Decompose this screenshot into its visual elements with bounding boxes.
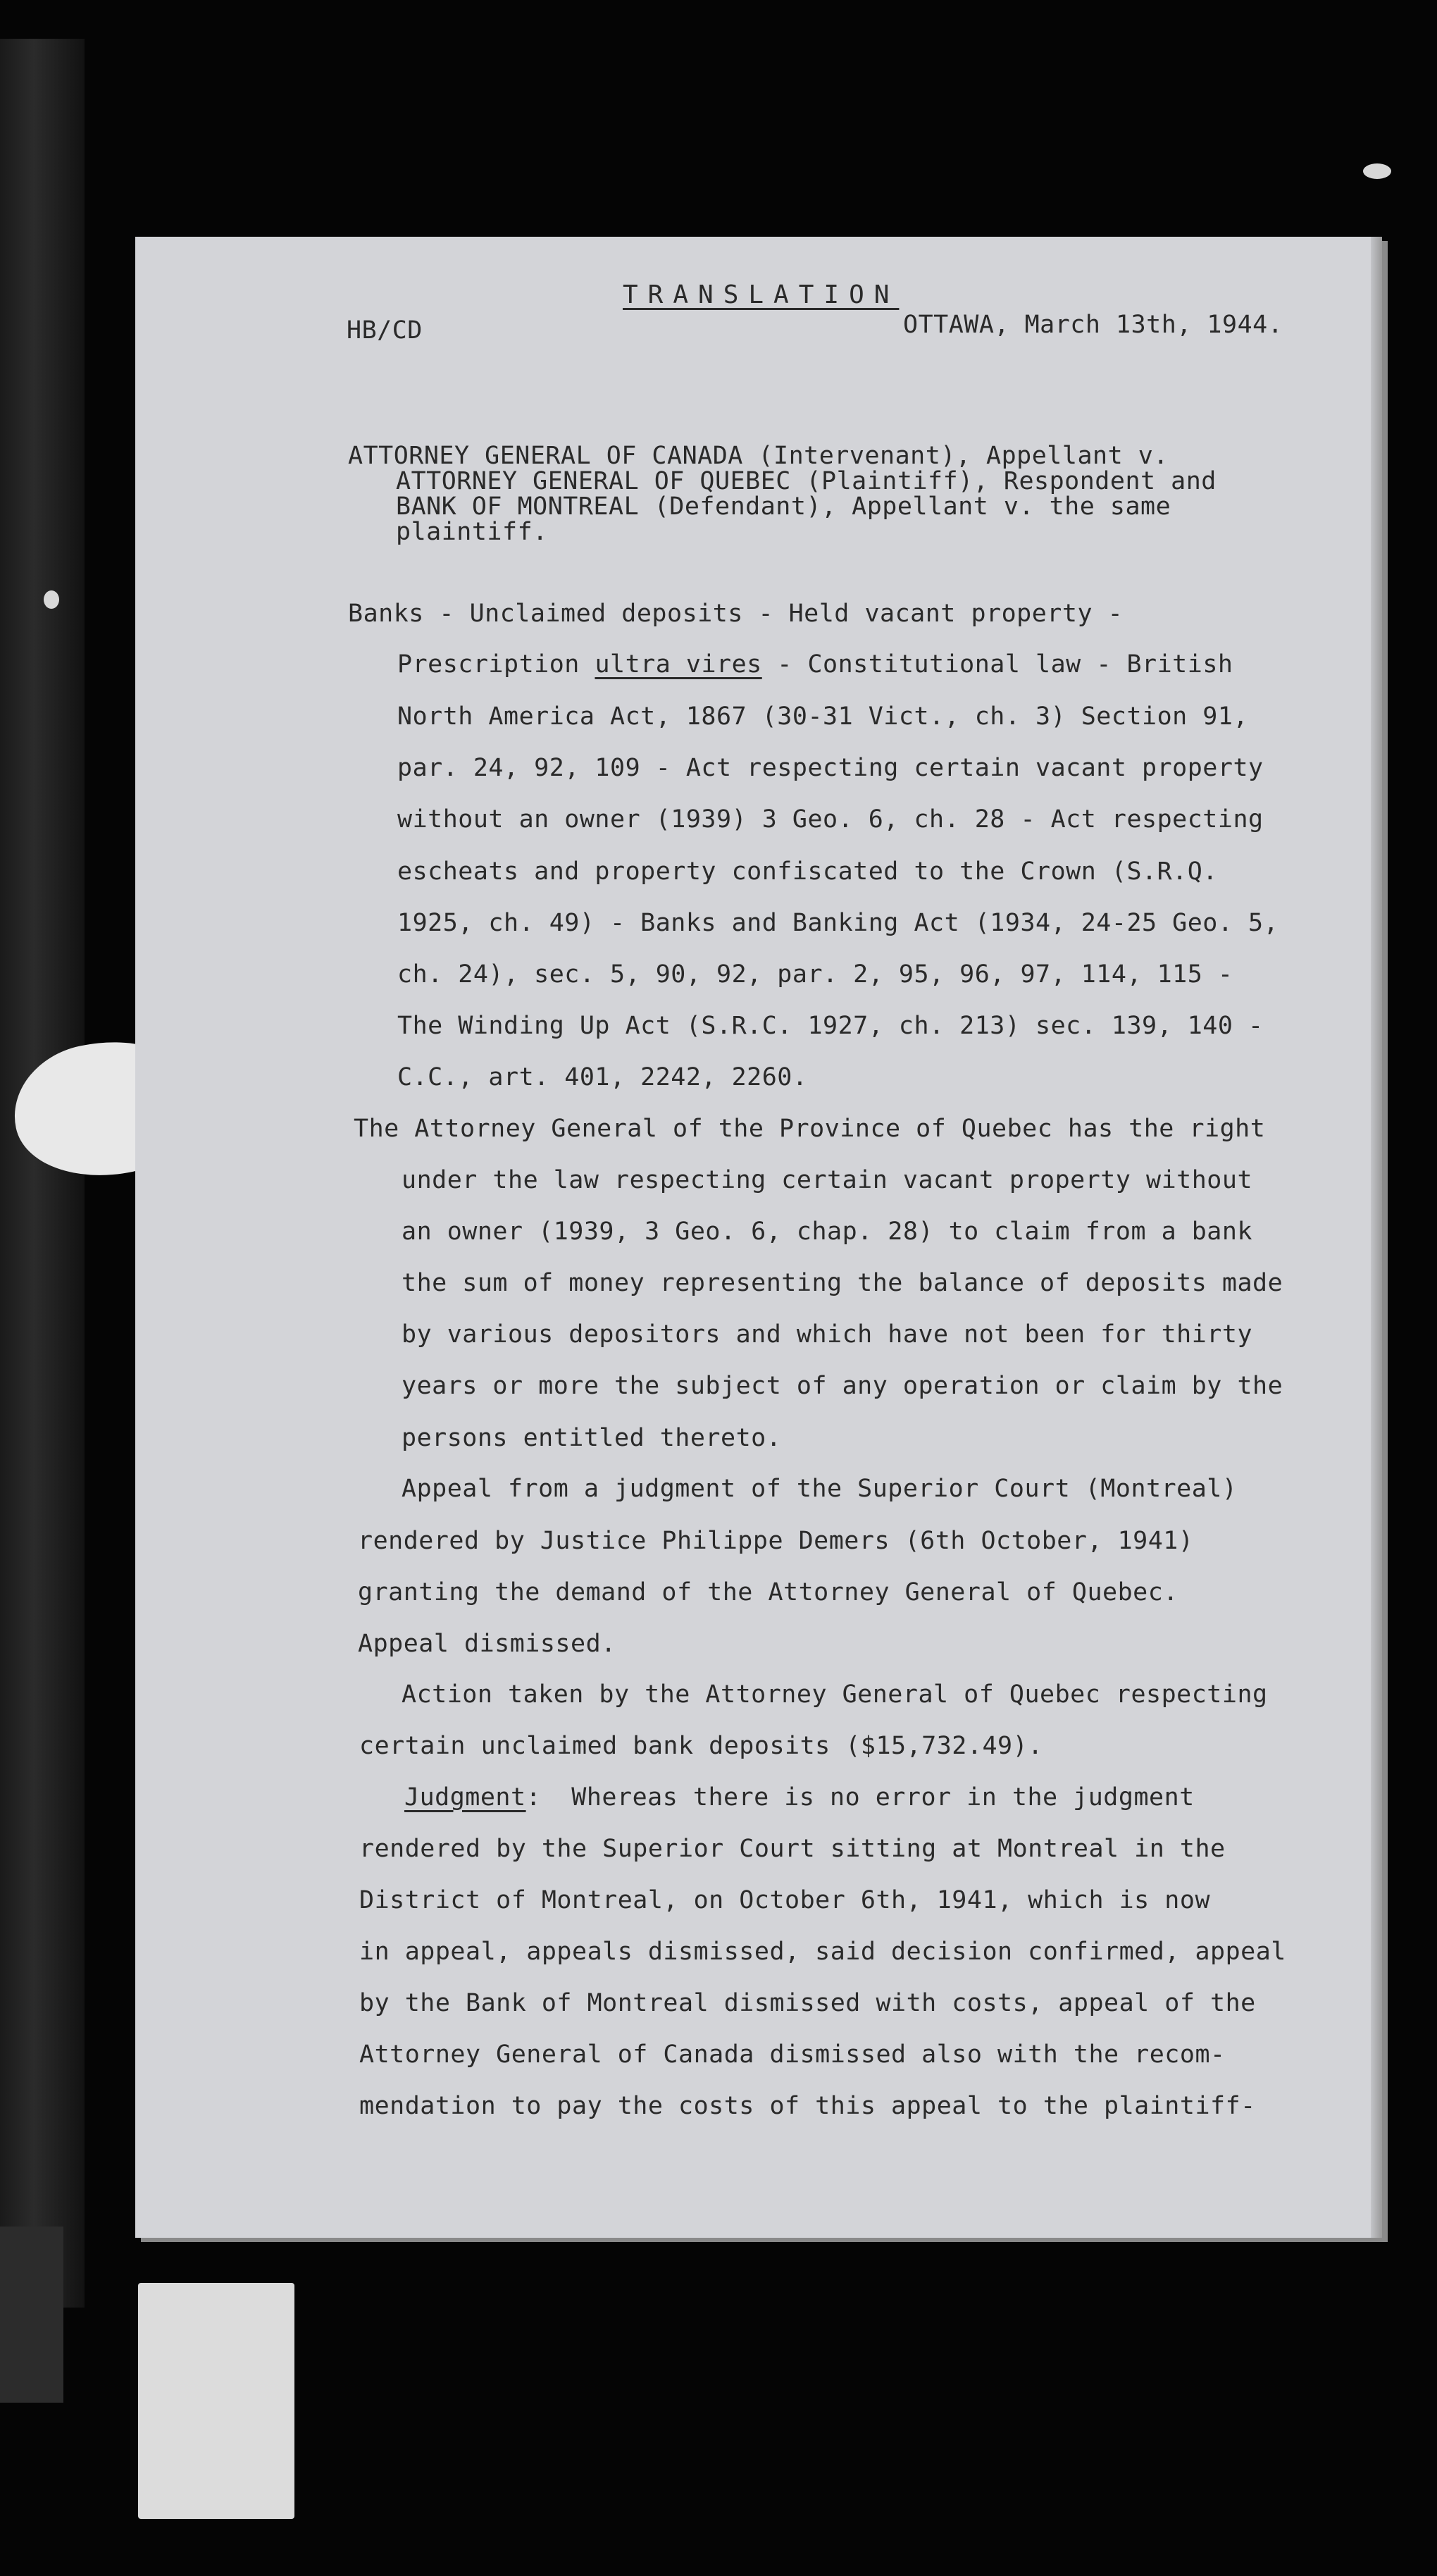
judgment-text: : Whereas there is no error in the judgment: [525, 1783, 1195, 1812]
judgment-line: in appeal, appeals dismissed, said decision confirmed, appeal: [359, 1938, 1286, 1966]
latin-phrase: ultra vires: [595, 650, 762, 679]
party-line: plaintiff.: [396, 518, 548, 546]
headnote-line: escheats and property confiscated to the Crown (S.R.Q.: [397, 857, 1218, 886]
document-page: [135, 237, 1382, 2238]
headnote-line: without an owner (1939) 3 Geo. 6, ch. 28 - Act respecting: [397, 805, 1264, 834]
action-line: certain unclaimed bank deposits ($15,732.49).: [359, 1732, 1043, 1760]
judgment-line: Attorney General of Canada dismissed also with the recom-: [359, 2041, 1226, 2069]
holding-line: The Attorney General of the Province of Quebec has the right: [354, 1115, 1266, 1143]
binder-strip: [0, 39, 85, 2308]
document-title: TRANSLATION: [623, 280, 900, 309]
appeal-line: Appeal dismissed.: [358, 1630, 616, 1658]
reference-code: HB/CD: [347, 316, 423, 345]
dateline: OTTAWA, March 13th, 1944.: [903, 311, 1283, 339]
headnote-line: 1925, ch. 49) - Banks and Banking Act (1934, 24-25 Geo. 5,: [397, 909, 1279, 937]
appeal-line: Appeal from a judgment of the Superior Court (Montreal): [402, 1475, 1238, 1503]
judgment-line: mendation to pay the costs of this appeal to the plaintiff-: [359, 2092, 1256, 2120]
judgment-line: by the Bank of Montreal dismissed with costs, appeal of the: [359, 1989, 1256, 2017]
party-line: ATTORNEY GENERAL OF CANADA (Intervenant), Appellant v.: [348, 442, 1169, 470]
judgment-line: District of Montreal, on October 6th, 1941, which is now: [359, 1886, 1211, 1914]
holding-line: persons entitled thereto.: [402, 1424, 782, 1452]
party-line: BANK OF MONTREAL (Defendant), Appellant v. the same: [396, 493, 1171, 521]
headnote-line: ch. 24), sec. 5, 90, 92, par. 2, 95, 96, 97, 114, 115 -: [397, 960, 1233, 989]
holding-line: the sum of money representing the balance of deposits made: [402, 1269, 1283, 1297]
headnote-line: The Winding Up Act (S.R.C. 1927, ch. 213) sec. 139, 140 -: [397, 1012, 1264, 1040]
appeal-line: granting the demand of the Attorney General of Quebec.: [358, 1578, 1178, 1606]
judgment-line: [404, 1785, 1195, 1810]
paper-slip: [138, 2283, 294, 2519]
binder-strip-lower: [0, 2227, 63, 2403]
holding-line: years or more the subject of any operation or claim by the: [402, 1372, 1283, 1400]
headnote-line: C.C., art. 401, 2242, 2260.: [397, 1063, 808, 1091]
headnote-line: [397, 652, 1233, 677]
headnote-line: par. 24, 92, 109 - Act respecting certain vacant property: [397, 754, 1264, 782]
appeal-line: rendered by Justice Philippe Demers (6th October, 1941): [358, 1527, 1194, 1555]
judgment-label: Judgment: [404, 1783, 526, 1812]
headnote-text: Prescription: [397, 650, 595, 679]
action-line: Action taken by the Attorney General of Quebec respecting: [402, 1680, 1268, 1709]
party-line: ATTORNEY GENERAL OF QUEBEC (Plaintiff), Respondent and: [396, 467, 1217, 495]
holding-line: by various depositors and which have not been for thirty: [402, 1320, 1253, 1349]
speck-2: [1363, 163, 1391, 179]
holding-line: under the law respecting certain vacant property without: [402, 1166, 1253, 1194]
judgment-line: rendered by the Superior Court sitting at Montreal in the: [359, 1835, 1226, 1863]
speck-1: [44, 590, 59, 609]
headnote-line: Banks - Unclaimed deposits - Held vacant property -: [348, 600, 1124, 628]
headnote-line: North America Act, 1867 (30-31 Vict., ch. 3) Section 91,: [397, 702, 1249, 731]
page-edge: [1371, 237, 1382, 2238]
headnote-text: - Constitutional law - British: [761, 650, 1233, 679]
holding-line: an owner (1939, 3 Geo. 6, chap. 28) to claim from a bank: [402, 1218, 1253, 1246]
